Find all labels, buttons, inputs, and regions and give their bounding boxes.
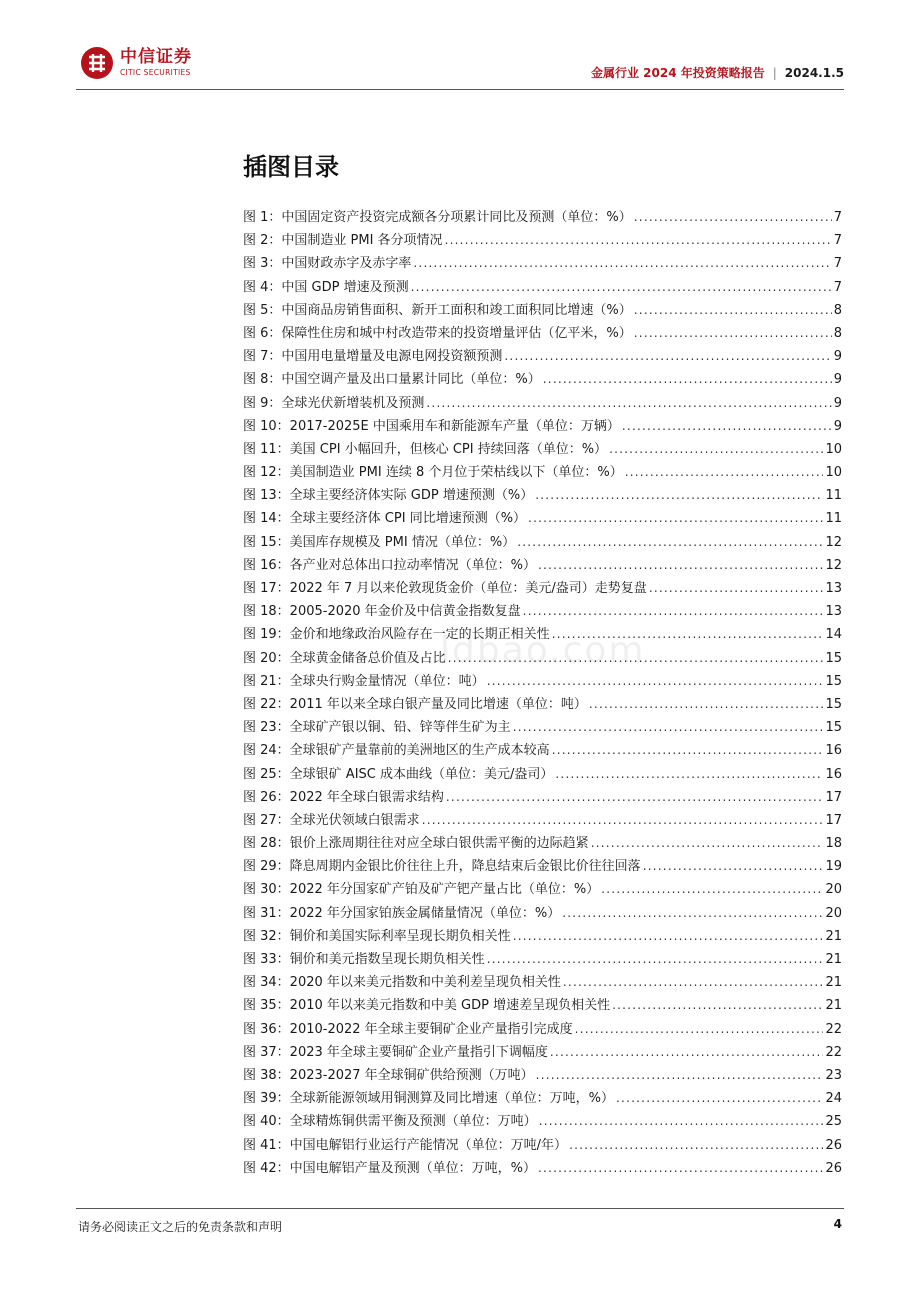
toc-entry-label: 图 4：中国 GDP 增速及预测 bbox=[243, 279, 409, 295]
toc-dot-leader bbox=[555, 763, 823, 786]
toc-entry-page: 17 bbox=[825, 812, 842, 828]
toc-entry-page: 7 bbox=[833, 256, 842, 272]
toc-entry-label: 图 22：2011 年以来全球白银产量及同比增速（单位：吨） bbox=[243, 696, 587, 712]
citic-logo-icon bbox=[80, 46, 114, 80]
toc-dot-leader bbox=[523, 600, 824, 623]
toc-entry-label: 图 10：2017-2025E 中国乘用车和新能源车产量（单位：万辆） bbox=[243, 418, 620, 434]
footer-disclaimer: 请务必阅读正文之后的免责条款和声明 bbox=[78, 1220, 283, 1234]
toc-entry-label: 图 7：中国用电量增量及电源电网投资额预测 bbox=[243, 349, 503, 365]
toc-entry[interactable] bbox=[243, 554, 842, 577]
toc-entry-page: 17 bbox=[825, 789, 842, 805]
toc-entry-label: 图 16：各产业对总体出口拉动率情况（单位：%） bbox=[243, 557, 537, 573]
toc-entry[interactable] bbox=[243, 299, 842, 322]
toc-entry-label: 图 26：2022 年全球白银需求结构 bbox=[243, 789, 444, 805]
toc-entry[interactable] bbox=[243, 206, 842, 229]
toc-dot-leader bbox=[426, 392, 831, 415]
toc-dot-leader bbox=[422, 809, 824, 832]
toc-entry[interactable] bbox=[243, 1064, 842, 1087]
toc-entry-page: 21 bbox=[825, 952, 842, 967]
header-report-info bbox=[591, 64, 844, 81]
page-title: 插图目录 bbox=[243, 153, 339, 181]
toc-entry[interactable] bbox=[243, 229, 842, 252]
toc-entry-page: 22 bbox=[825, 1021, 842, 1037]
toc-entry-page: 9 bbox=[833, 395, 842, 411]
toc-entry[interactable] bbox=[243, 971, 842, 994]
toc-entry-label: 图 25：全球银矿 AISC 成本曲线（单位：美元/盎司） bbox=[243, 766, 554, 782]
toc-entry-label: 图 24：全球银矿产量靠前的美洲地区的生产成本较高 bbox=[243, 743, 550, 759]
toc-entry[interactable] bbox=[243, 392, 842, 415]
toc-dot-leader bbox=[563, 971, 824, 994]
toc-entry-page: 11 bbox=[825, 488, 842, 504]
toc-entry-page: 16 bbox=[825, 743, 842, 759]
toc-entry-page: 7 bbox=[833, 233, 842, 249]
toc-dot-leader bbox=[539, 1110, 824, 1133]
toc-entry-page: 8 bbox=[833, 302, 842, 318]
toc-dot-leader bbox=[513, 925, 824, 948]
toc-entry-label: 图 33：铜价和美元指数呈现长期负相关性 bbox=[243, 952, 485, 967]
page-header bbox=[76, 38, 844, 90]
toc-entry-label: 图 37：2023 年全球主要铜矿企业产量指引下调幅度 bbox=[243, 1044, 548, 1060]
toc-dot-leader bbox=[445, 229, 832, 252]
toc-entry-label: 图 28：银价上涨周期往往对应全球白银供需平衡的边际趋紧 bbox=[243, 836, 589, 852]
toc-entry-page: 26 bbox=[825, 1160, 842, 1176]
toc-dot-leader bbox=[536, 1064, 824, 1087]
toc-dot-leader bbox=[446, 786, 824, 809]
toc-entry[interactable] bbox=[243, 484, 842, 507]
toc-entry-label: 图 36：2010-2022 年全球主要铜矿企业产量指引完成度 bbox=[243, 1021, 573, 1037]
header-divider bbox=[76, 89, 844, 90]
toc-entry-label: 图 27：全球光伏领域白银需求 bbox=[243, 812, 420, 828]
toc-entry-page: 26 bbox=[825, 1137, 842, 1153]
toc-dot-leader bbox=[504, 345, 831, 368]
toc-entry[interactable] bbox=[243, 507, 842, 530]
watermark: ldbao.com bbox=[440, 630, 646, 671]
footer-page-number: 4 bbox=[833, 1217, 842, 1231]
toc-entry-label: 图 9：全球光伏新增装机及预测 bbox=[243, 395, 425, 411]
logo-english-name: CITIC SECURITIES bbox=[120, 68, 191, 78]
toc-dot-leader bbox=[513, 716, 824, 739]
report-title: 金属行业 2024 年投资策略报告 bbox=[590, 66, 765, 80]
toc-entry[interactable] bbox=[243, 1134, 842, 1157]
toc-entry-page: 13 bbox=[825, 604, 842, 620]
toc-entry[interactable] bbox=[243, 531, 842, 554]
toc-entry-label: 图 21：全球央行购金量情况（单位：吨） bbox=[243, 673, 485, 689]
toc-entry-label: 图 34：2020 年以来美元指数和中美利差呈现负相关性 bbox=[243, 975, 561, 991]
toc-entry[interactable] bbox=[243, 809, 842, 832]
toc-entry[interactable] bbox=[243, 252, 842, 275]
toc-dot-leader bbox=[487, 670, 824, 693]
toc-entry-label: 图 20：全球黄金储备总价值及占比 bbox=[243, 650, 446, 666]
toc-dot-leader bbox=[634, 322, 832, 345]
toc-entry[interactable] bbox=[243, 739, 842, 762]
toc-entry[interactable] bbox=[243, 670, 842, 693]
toc-entry[interactable] bbox=[243, 948, 842, 971]
toc-entry-label: 图 18：2005-2020 年金价及中信黄金指数复盘 bbox=[243, 604, 521, 620]
toc-entry-page: 15 bbox=[825, 650, 842, 666]
toc-dot-leader bbox=[575, 1018, 824, 1041]
footer-divider bbox=[76, 1208, 844, 1209]
toc-dot-leader bbox=[601, 878, 823, 901]
toc-entry[interactable] bbox=[243, 276, 842, 299]
toc-entry-page: 15 bbox=[825, 720, 842, 736]
toc-entry[interactable] bbox=[243, 925, 842, 948]
toc-entry-page: 10 bbox=[825, 465, 842, 481]
toc-dot-leader bbox=[517, 531, 823, 554]
toc-entry[interactable] bbox=[243, 322, 842, 345]
toc-entry-page: 22 bbox=[825, 1044, 842, 1060]
toc-dot-leader bbox=[413, 252, 831, 275]
toc-entry[interactable] bbox=[243, 415, 842, 438]
toc-entry-page: 24 bbox=[825, 1091, 842, 1107]
toc-entry-page: 12 bbox=[825, 557, 842, 573]
toc-entry[interactable] bbox=[243, 878, 842, 901]
toc-entry-page: 21 bbox=[825, 975, 842, 991]
toc-entry-label: 图 12：美国制造业 PMI 连续 8 个月位于荣枯线以下（单位：%） bbox=[243, 465, 623, 481]
toc-entry-label: 图 31：2022 年分国家铂族金属储量情况（单位：%） bbox=[243, 905, 561, 921]
toc-entry-label: 图 40：全球精炼铜供需平衡及预测（单位：万吨） bbox=[243, 1114, 537, 1130]
toc-entry-page: 20 bbox=[825, 882, 842, 898]
toc-entry-label: 图 2：中国制造业 PMI 各分项情况 bbox=[243, 233, 443, 249]
toc-dot-leader bbox=[612, 994, 823, 1017]
toc-entry-page: 15 bbox=[825, 673, 842, 689]
report-date: 2024.1.5 bbox=[784, 65, 844, 80]
toc-entry-label: 图 42：中国电解铝产量及预测（单位：万吨，%） bbox=[243, 1160, 537, 1176]
toc-entry-label: 图 41：中国电解铝行业运行产能情况（单位：万吨/年） bbox=[243, 1137, 568, 1153]
toc-entry-label: 图 15：美国库存规模及 PMI 情况（单位：%） bbox=[243, 534, 516, 550]
toc-entry-page: 9 bbox=[833, 418, 842, 434]
toc-entry[interactable] bbox=[243, 1110, 842, 1133]
toc-entry[interactable] bbox=[243, 345, 842, 368]
toc-entry-label: 图 23：全球矿产银以铜、铅、锌等伴生矿为主 bbox=[243, 720, 511, 736]
toc-entry-label: 图 19：金价和地缘政治风险存在一定的长期正相关性 bbox=[243, 627, 550, 643]
toc-entry[interactable] bbox=[243, 368, 842, 391]
toc-dot-leader bbox=[562, 902, 823, 925]
toc-dot-leader bbox=[649, 577, 824, 600]
toc-entry-label: 图 3：中国财政赤字及赤字率 bbox=[243, 256, 412, 272]
toc-entry-page: 11 bbox=[825, 511, 842, 527]
toc-entry-label: 图 17：2022 年 7 月以来伦敦现货金价（单位：美元/盎司）走势复盘 bbox=[243, 581, 647, 596]
toc-entry-label: 图 32：铜价和美国实际利率呈现长期负相关性 bbox=[243, 928, 511, 944]
toc-entry-page: 13 bbox=[825, 581, 842, 596]
toc-entry-page: 21 bbox=[825, 998, 842, 1014]
toc-entry-page: 18 bbox=[825, 836, 842, 852]
toc-dot-leader bbox=[543, 368, 832, 391]
toc-entry-label: 图 35：2010 年以来美元指数和中美 GDP 增速差呈现负相关性 bbox=[243, 998, 611, 1014]
toc-dot-leader bbox=[643, 855, 824, 878]
toc-entry-page: 10 bbox=[825, 441, 842, 457]
toc-dot-leader bbox=[487, 948, 824, 971]
toc-dot-leader bbox=[552, 739, 824, 762]
toc-entry-page: 16 bbox=[825, 766, 842, 782]
toc-entry-label: 图 11：美国 CPI 小幅回升，但核心 CPI 持续回落（单位：%） bbox=[243, 441, 608, 457]
toc-entry-label: 图 1：中国固定资产投资完成额各分项累计同比及预测（单位：%） bbox=[243, 210, 632, 225]
toc-entry-label: 图 14：全球主要经济体 CPI 同比增速预测（%） bbox=[243, 511, 527, 527]
toc-entry[interactable] bbox=[243, 438, 842, 461]
toc-dot-leader bbox=[622, 415, 832, 438]
toc-entry-page: 7 bbox=[833, 210, 842, 225]
figure-toc-list bbox=[243, 206, 842, 1180]
toc-dot-leader bbox=[528, 507, 823, 530]
toc-entry[interactable] bbox=[243, 902, 842, 925]
toc-dot-leader bbox=[616, 1087, 823, 1110]
toc-dot-leader bbox=[634, 299, 832, 322]
toc-dot-leader bbox=[569, 1134, 823, 1157]
toc-dot-leader bbox=[538, 554, 823, 577]
toc-entry[interactable] bbox=[243, 763, 842, 786]
toc-entry-page: 19 bbox=[825, 859, 842, 875]
toc-entry-page: 23 bbox=[825, 1067, 842, 1083]
toc-entry[interactable] bbox=[243, 577, 842, 600]
toc-dot-leader bbox=[535, 484, 823, 507]
toc-entry[interactable] bbox=[243, 1087, 842, 1110]
toc-entry-label: 图 38：2023-2027 年全球铜矿供给预测（万吨） bbox=[243, 1067, 534, 1083]
toc-entry[interactable] bbox=[243, 994, 842, 1017]
logo-chinese-name: 中信证券 bbox=[120, 47, 192, 68]
toc-dot-leader bbox=[591, 832, 824, 855]
toc-entry-page: 7 bbox=[833, 279, 842, 295]
toc-entry[interactable] bbox=[243, 1157, 842, 1180]
toc-entry[interactable] bbox=[243, 716, 842, 739]
toc-entry-label: 图 29：降息周期内金银比价往往上升，降息结束后金银比价往往回落 bbox=[243, 859, 641, 875]
toc-entry[interactable] bbox=[243, 693, 842, 716]
toc-dot-leader bbox=[625, 461, 824, 484]
toc-entry-page: 25 bbox=[825, 1114, 842, 1130]
toc-entry-label: 图 39：全球新能源领域用铜测算及同比增速（单位：万吨，%） bbox=[243, 1091, 615, 1107]
toc-entry[interactable] bbox=[243, 461, 842, 484]
toc-entry-page: 8 bbox=[833, 325, 842, 341]
toc-entry[interactable] bbox=[243, 600, 842, 623]
toc-entry[interactable] bbox=[243, 786, 842, 809]
toc-entry[interactable] bbox=[243, 1041, 842, 1064]
toc-entry-label: 图 8：中国空调产量及出口量累计同比（单位：%） bbox=[243, 372, 541, 388]
toc-entry-page: 12 bbox=[825, 534, 842, 550]
toc-entry-page: 21 bbox=[825, 928, 842, 944]
toc-entry-page: 15 bbox=[825, 696, 842, 712]
toc-entry[interactable] bbox=[243, 832, 842, 855]
toc-entry-label: 图 5：中国商品房销售面积、新开工面积和竣工面积同比增速（%） bbox=[243, 302, 632, 318]
toc-entry-label: 图 30：2022 年分国家矿产铂及矿产钯产量占比（单位：%） bbox=[243, 882, 600, 898]
citic-logo bbox=[80, 46, 192, 80]
toc-entry-label: 图 13：全球主要经济体实际 GDP 增速预测（%） bbox=[243, 488, 534, 504]
toc-entry-page: 9 bbox=[833, 349, 842, 365]
toc-entry-page: 14 bbox=[825, 627, 842, 643]
toc-entry[interactable] bbox=[243, 1018, 842, 1041]
toc-dot-leader bbox=[609, 438, 823, 461]
toc-dot-leader bbox=[538, 1157, 823, 1180]
toc-entry-label: 图 6：保障性住房和城中村改造带来的投资增量评估（亿平米，%） bbox=[243, 325, 632, 341]
toc-dot-leader bbox=[550, 1041, 824, 1064]
toc-entry[interactable] bbox=[243, 855, 842, 878]
header-separator: | bbox=[772, 65, 777, 80]
toc-dot-leader bbox=[634, 206, 832, 229]
toc-dot-leader bbox=[589, 693, 824, 716]
toc-entry-page: 9 bbox=[833, 372, 842, 388]
toc-dot-leader bbox=[411, 276, 832, 299]
toc-entry-page: 20 bbox=[825, 905, 842, 921]
